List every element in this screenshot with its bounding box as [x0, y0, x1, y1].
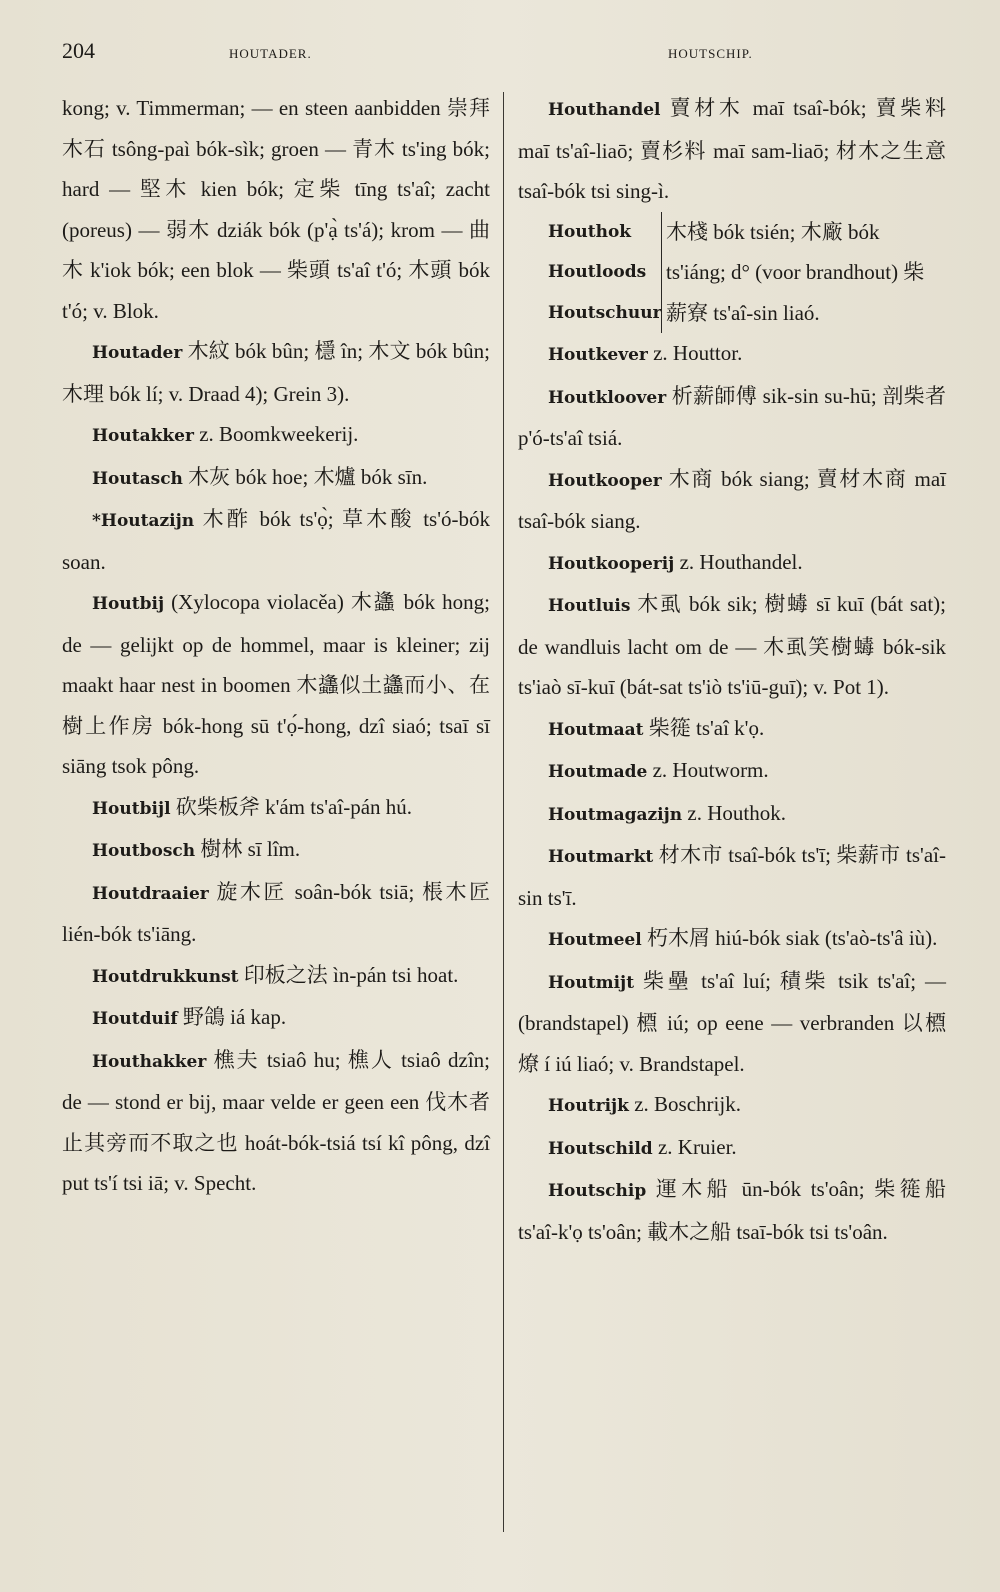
dictionary-entry — [518, 1084, 946, 1127]
column-divider — [503, 92, 504, 1532]
headword: Houtschip — [548, 1181, 647, 1201]
dictionary-entry — [518, 708, 946, 751]
entry-text: 柴簁 ts'aî k'ọ. — [643, 715, 765, 740]
entry-text: 砍柴板斧 k'ám ts'aî-pán hú. — [170, 794, 413, 819]
entry-text: 材木市 tsaî-bók ts'ī; 柴薪市 ts'aî-sin ts'ī. — [518, 843, 946, 910]
dictionary-entry — [62, 1040, 490, 1204]
headword: *Houtazijn — [92, 511, 195, 531]
entry-text: kong; v. Timmerman; — en steen aanbidden 崇拜木石 tsông-paì bók-sìk; groen — 青木 ts'ing bók; hard — 堅木 kien bók; 定柴 tīng ts'aî; zacht (poreus) — 弱木 dziák bók (p'ạ̀ ts'á); krom — 曲木 k'iok bók; een blok — 柴頭 ts'aî t'ó; 木頭 bók t'ó; v. Blok. — [62, 96, 490, 323]
entry-text: 賣材木 maī tsaî-bók; 賣柴料 maī ts'aî-liaō; 賣杉料 maī sam-liaō; 材木之生意 tsaî-bók tsi sing-ì. — [518, 96, 946, 203]
headword: Houtmijt — [548, 972, 635, 993]
headword: Houthandel — [548, 100, 661, 120]
headword: Houtschild — [548, 1138, 653, 1159]
dictionary-entry — [62, 88, 490, 331]
dictionary-entry — [518, 1127, 946, 1170]
headword: Houtakker — [92, 426, 194, 446]
headword: Houtkever — [548, 345, 648, 365]
dictionary-entry — [518, 918, 946, 961]
headword: Houtloods — [548, 262, 647, 282]
headword: Houthakker — [92, 1051, 207, 1072]
entry-text: 野鴿 iá kap. — [177, 1005, 287, 1029]
entry-text: (Xylocopa violacěa) 木蠭 bók hong; de — gelijkt op de hommel, maar is kleiner; zij maakt haar nest in boomen 木蠭似土蠭而小、在樹上作房 bók-hong sū t'ọ́-hong, dzî siaó; tsaī sī siāng tsok pông. — [62, 590, 490, 778]
dictionary-entry — [62, 499, 490, 582]
dictionary-entry — [518, 961, 946, 1085]
dictionary-entry — [518, 750, 946, 793]
entry-text: 朽木屑 hiú-bók siak (ts'aò-ts'â iù). — [641, 926, 938, 950]
headword: Houtmarkt — [548, 847, 654, 867]
entry-text: z. Boschrijk. — [628, 1092, 741, 1116]
headword: Houtbijl — [92, 798, 171, 819]
entry-text: z. Houthandel. — [674, 549, 803, 574]
headword: Houtkloover — [548, 387, 667, 408]
entry-text: z. Houtworm. — [647, 758, 769, 782]
headword: Houtdraaier — [92, 883, 209, 904]
entry-text: 木酢 bók ts'ọ̀; 草木酸 ts'ó-bók soan. — [62, 507, 490, 574]
dictionary-entry — [62, 829, 490, 872]
dictionary-entry — [62, 955, 490, 998]
entry-text: 木商 bók siang; 賣材木商 maī tsaî-bók siang. — [518, 466, 946, 533]
page-header — [62, 38, 938, 68]
dictionary-entry — [62, 582, 490, 787]
headword: Houtkooperij — [548, 553, 675, 574]
headword: Houtbosch — [92, 841, 196, 861]
entry-text: 木虱 bók sik; 樹蝳 sī kuī (bát sat); de wandluis lacht om de — 木虱笑樹蝳 bók-sik ts'iaò sī-kuī (bát-sat ts'iò ts'iū-guī); v. Pot 1). — [518, 592, 946, 699]
dictionary-entry — [518, 376, 946, 459]
dictionary-entry — [518, 333, 946, 376]
dictionary-entry — [518, 542, 946, 585]
dictionary-entry — [518, 835, 946, 918]
dictionary-entry — [62, 787, 490, 830]
running-head-left: HOUTADER. — [229, 46, 312, 61]
entry-text: 木紋 bók bûn; 檼 în; 木文 bók bûn; 木理 bók lí; v. Draad 4); Grein 3). — [62, 339, 490, 406]
headword: Houthok — [548, 221, 632, 242]
headword: Houtasch — [92, 468, 183, 489]
dictionary-entry — [518, 459, 946, 542]
page-number: 204 — [62, 38, 95, 63]
right-column — [518, 88, 946, 1252]
headword: Houtmade — [548, 762, 648, 782]
entry-text: 樹林 sī lîm. — [195, 837, 301, 861]
dictionary-entry — [62, 331, 490, 414]
headword: Houtmaat — [548, 719, 644, 740]
headword: Houtschuur — [548, 302, 662, 323]
headword: Houtluis — [548, 596, 631, 616]
entry-text: 旋木匠 soân-bók tsiā; 棖木匠 lién-bók ts'iāng. — [62, 879, 490, 946]
headword: Houtmeel — [548, 930, 642, 950]
entry-text: z. Houthok. — [682, 800, 786, 825]
entry-text: 樵夫 tsiaô hu; 樵人 tsiaô dzîn; de — stond er bij, maar velde er geen een 伐木者止其旁而不取之也 hoát-bók-tsiá tsí kî pông, dzî put ts'í tsi iā; v. Specht. — [62, 1047, 490, 1195]
entry-text: z. Kruier. — [652, 1134, 737, 1159]
entry-text: 印板之法 ìn-pán tsi hoat. — [238, 962, 459, 987]
left-column — [62, 88, 490, 1204]
grouped-headwords — [518, 212, 662, 334]
headword: Houtduif — [92, 1009, 178, 1029]
dictionary-entry — [62, 997, 490, 1040]
grouped-entry — [518, 212, 946, 334]
headword: Houtdrukkunst — [92, 966, 239, 987]
running-head-right: HOUTSCHIP. — [668, 46, 753, 61]
headword: Houtbij — [92, 594, 165, 614]
entry-text: z. Houttor. — [647, 341, 743, 365]
entry-text: 柴壘 ts'aî luí; 積柴 tsik ts'aî; — (brandstapel) 槱 iú; op eene — verbranden 以槱燎 í iú liaó; v. Brandstapel. — [518, 968, 946, 1076]
dictionary-entry — [518, 88, 946, 212]
dictionary-entry — [62, 872, 490, 955]
entry-text: 析薪師傅 sik-sin su-hū; 剖柴者 p'ó-ts'aî tsiá. — [518, 383, 946, 450]
dictionary-entry — [518, 793, 946, 836]
entry-text: 木灰 bók hoe; 木爐 bók sīn. — [182, 464, 428, 489]
grouped-gloss: 木棧 bók tsién; 木廠 bók ts'iáng; d° (voor brandhout) 柴薪寮 ts'aî-sin liaó. — [666, 219, 925, 325]
headword: Houtmagazijn — [548, 804, 683, 825]
headword: Houtader — [92, 343, 183, 363]
dictionary-entry — [518, 1169, 946, 1252]
headword: Houtkooper — [548, 470, 662, 491]
dictionary-entry — [518, 584, 946, 708]
headword: Houtrijk — [548, 1096, 629, 1116]
dictionary-entry — [62, 457, 490, 500]
entry-text: z. Boomkweekerij. — [193, 422, 359, 446]
dictionary-entry — [62, 414, 490, 457]
entry-text: 運木船 ūn-bók ts'oân; 柴簁船 ts'aî-k'ọ ts'oân; 載木之船 tsaī-bók tsi ts'oân. — [518, 1177, 946, 1244]
